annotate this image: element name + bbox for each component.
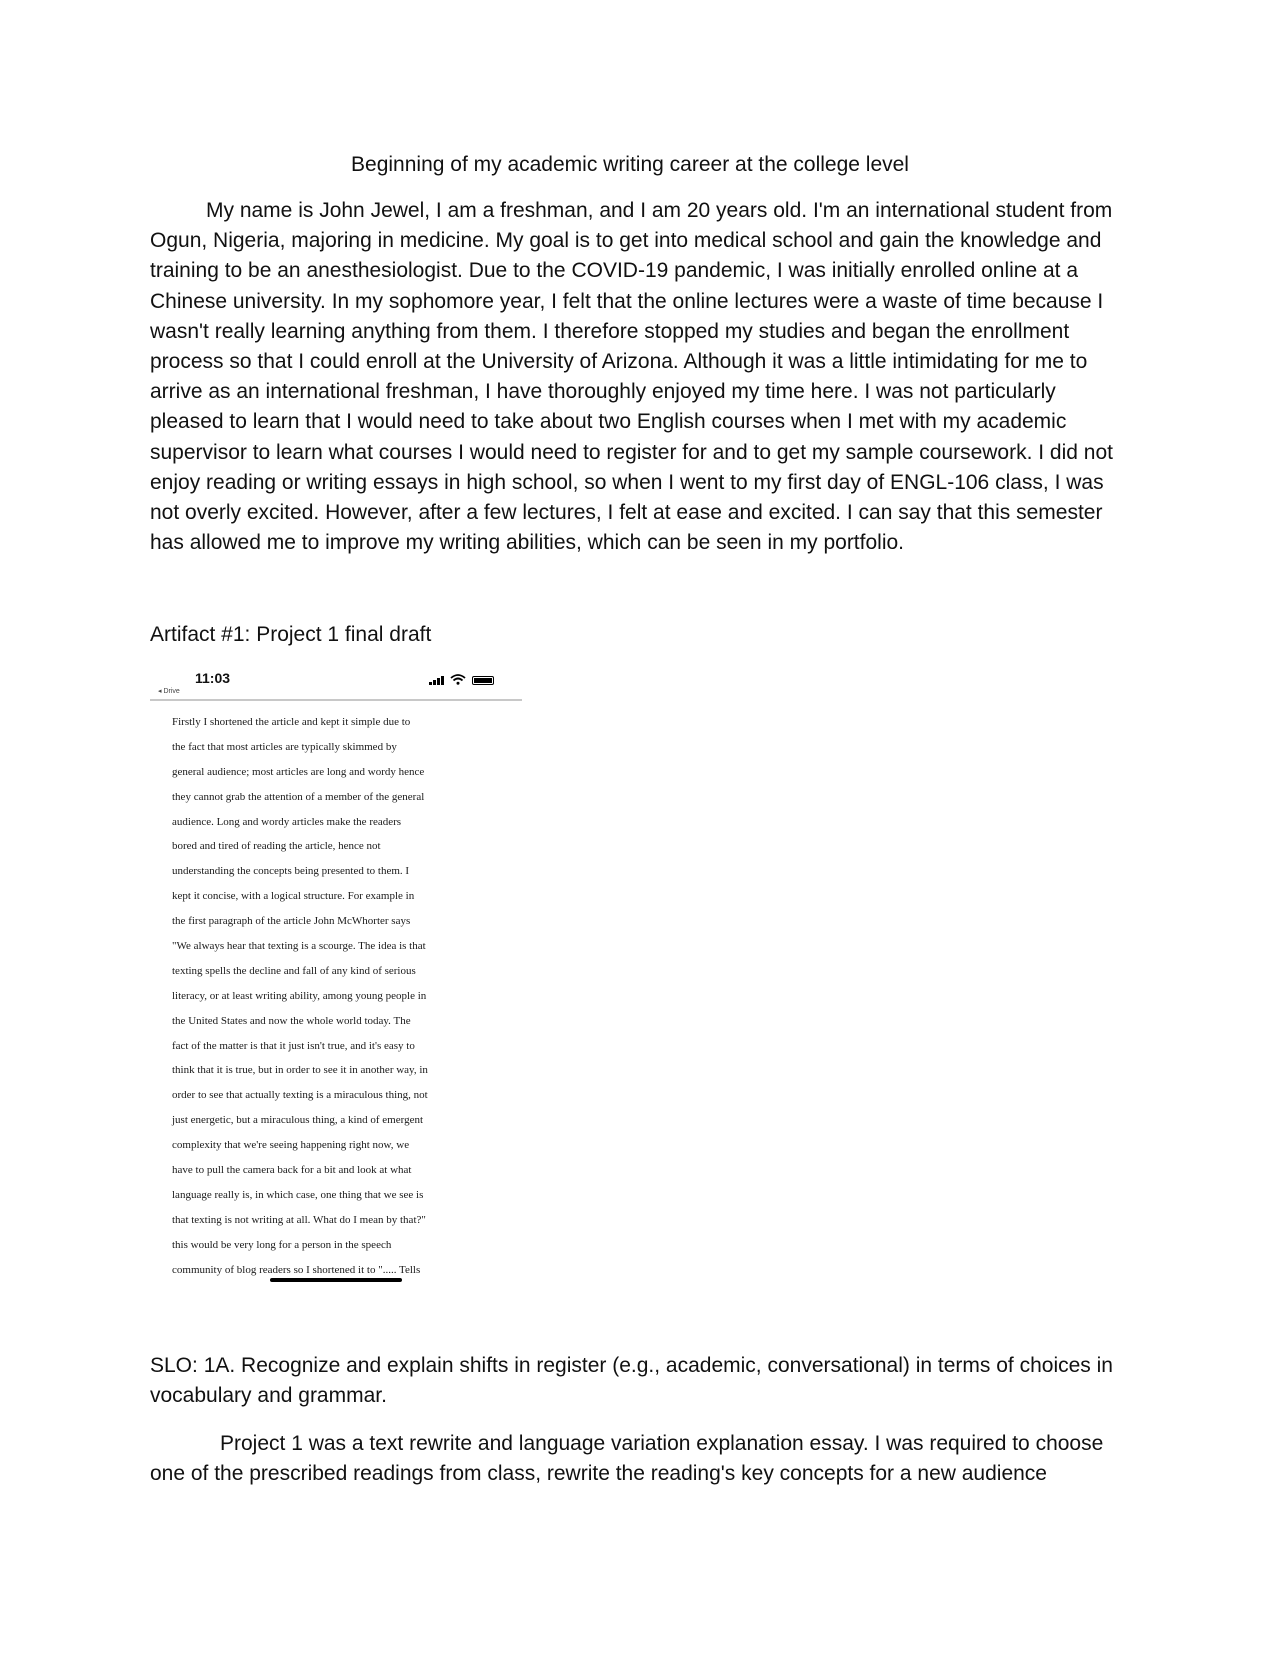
slo-paragraph: SLO: 1A. Recognize and explain shifts in register (e.g., academic, conversational) in terms of choices in vocabulary and grammar.	[150, 1354, 1113, 1408]
phone-text-line: just energetic, but a miraculous thing, a kind of emergent	[172, 1114, 424, 1127]
phone-text-line: they cannot grab the attention of a member of the general	[172, 790, 425, 803]
cellular-signal-icon	[429, 675, 444, 685]
phone-text-line: Firstly I shortened the article and kept it simple due to	[172, 716, 411, 728]
phone-text-line: bored and tired of reading the article, hence not	[172, 840, 381, 853]
artifact-heading: Artifact #1: Project 1 final draft	[150, 623, 432, 646]
phone-text-line: audience. Long and wordy articles make the readers	[172, 815, 402, 828]
intro-paragraph: My name is John Jewel, I am a freshman, and I am 20 years old. I'm an international student from Ogun, Nigeria, majoring in medicine. My goal is to get into medical school and gain the knowledge and training to be an anesthesiologist. Due to the COVID-19 pandemic, I was initially enrolled online at a Chinese university. In my sophomore year, I felt that the online lectures were a waste of time because I wasn't really learning anything from them. I therefore stopped my studies and began the enrollment process so that I could enroll at the University of Arizona. Although it was a little intimidating for me to arrive as an international freshman, I have thoroughly enjoyed my time here. I was not particularly pleased to learn that I would need to take about two English courses when I met with my academic supervisor to learn what courses I would need to register for and to get my sample coursework. I did not enjoy reading or writing essays in high school, so when I went to my first day of ENGL-106 class, I was not overly excited. However, after a few lectures, I felt at ease and excited. I can say that this semester has allowed me to improve my writing abilities, which can be seen in my portfolio.	[150, 199, 1113, 555]
status-icons	[429, 674, 494, 685]
phone-text-line: literacy, or at least writing ability, among young people in	[172, 989, 427, 1002]
phone-document-text	[172, 710, 512, 1282]
phone-divider	[150, 699, 522, 701]
phone-text-line: fact of the matter is that it just isn't true, and it's easy to	[172, 1039, 415, 1052]
home-indicator	[270, 1278, 402, 1282]
phone-text-line: general audience; most articles are long and wordy hence	[172, 765, 425, 778]
phone-status-bar	[150, 668, 522, 698]
phone-text-line: the first paragraph of the article John McWhorter says	[172, 915, 411, 928]
phone-text-line: "We always hear that texting is a scourge. The idea is that	[172, 940, 426, 953]
phone-screenshot-image	[150, 668, 522, 1286]
phone-text-line: complexity that we're seeing happening right now, we	[172, 1139, 410, 1152]
project-paragraph: Project 1 was a text rewrite and language variation explanation essay. I was required to choose one of the prescribed readings from class, rewrite the reading's key concepts for a new audience	[150, 1432, 1104, 1486]
phone-text-line: think that it is true, but in order to see it in another way, in	[172, 1064, 428, 1077]
phone-text-line: language really is, in which case, one thing that we see is	[172, 1188, 424, 1201]
battery-icon	[472, 676, 494, 685]
back-to-drive-link: ◂ Drive	[158, 688, 180, 695]
phone-text-line: order to see that actually texting is a miraculous thing, not	[172, 1089, 428, 1102]
phone-text-line: the fact that most articles are typically skimmed by	[172, 740, 397, 753]
document-title: Beginning of my academic writing career at the college level	[351, 153, 909, 176]
phone-text-line: have to pull the camera back for a bit and look at what	[172, 1164, 412, 1177]
phone-clock: 11:03	[195, 670, 231, 686]
phone-text-line: kept it concise, with a logical structure. For example in	[172, 890, 415, 903]
phone-text-line: understanding the concepts being presented to them. I	[172, 865, 410, 878]
phone-text-line: that texting is not writing at all. What do I mean by that?"	[172, 1213, 426, 1226]
phone-text-line: texting spells the decline and fall of any kind of serious	[172, 964, 416, 977]
wifi-icon	[450, 674, 466, 685]
phone-text-line: this would be very long for a person in the speech	[172, 1238, 392, 1251]
phone-text-line: the United States and now the whole world today. The	[172, 1014, 411, 1027]
phone-text-line: community of blog readers so I shortened it to "..... Tells	[172, 1263, 421, 1276]
